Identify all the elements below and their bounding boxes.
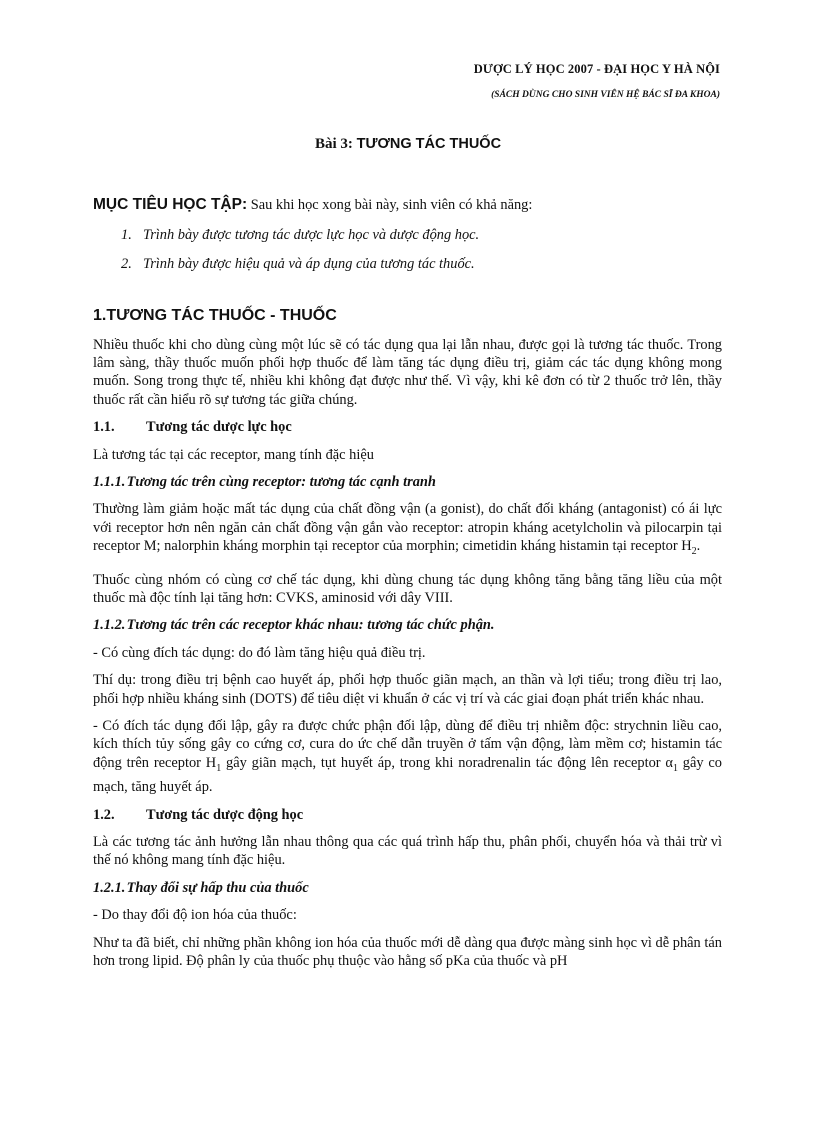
section-1-1-2-para-1: - Có cùng đích tác dụng: do đó làm tăng hiệu quả điều trị. [93, 644, 426, 661]
section-1-1-text: Là tương tác tại các receptor, mang tính đặc hiệu [93, 446, 374, 463]
header-title: DƯỢC LÝ HỌC 2007 - ĐẠI HỌC Y HÀ NỘI [473, 62, 720, 76]
para-text: - Có đích tác dụng đối lập, gây ra được chức phận đối lập, dùng để điều trị nhiễm độc: strychnin liều cao, kích thích tủy sống gây co cứng cơ, cura do ức chế dẫn truyền ở tấm vận động, làm mềm cơ; histamin tác động trên receptor H [93, 718, 722, 771]
objectives-list [93, 226, 722, 273]
section-1-2-heading [93, 806, 722, 824]
heading-text: Tương tác trên cùng receptor: tương tác cạnh tranh [126, 474, 436, 491]
heading-text: Tương tác dược lực học [146, 419, 292, 436]
para-end: . [696, 538, 701, 555]
section-1-1-2-para-3 [93, 717, 722, 797]
list-item-number: 2. [121, 255, 132, 272]
para-text: gây co mạch, tăng huyết áp. [93, 754, 722, 796]
document-body [93, 196, 722, 979]
lesson-title [0, 136, 816, 153]
objectives-intro: Sau khi học xong bài này, sinh viên có khả năng: [247, 197, 533, 213]
heading-number: 1.1. [93, 419, 115, 436]
lesson-name: TƯƠNG TÁC THUỐC [356, 136, 502, 152]
section-1-2-1-heading [93, 879, 722, 897]
objectives [93, 196, 722, 214]
header-subtitle: (SÁCH DÙNG CHO SINH VIÊN HỆ BÁC SĨ ĐA KHOA) [491, 90, 720, 100]
section-1-2-1-para-2: Như ta đã biết, chỉ những phần không ion hóa của thuốc mới dễ dàng qua được màng sinh học vì dễ phân tán hơn trong lipid. Độ phân ly của thuốc phụ thuộc vào hằng số pKa của thuốc và pH [93, 934, 722, 969]
list-item-text: Trình bày được hiệu quả và áp dụng của tương tác thuốc. [143, 255, 475, 272]
section-1-heading: 1.TƯƠNG TÁC THUỐC - THUỐC [93, 307, 337, 325]
section-1-1-2-para-2: Thí dụ: trong điều trị bệnh cao huyết áp, phối hợp thuốc giãn mạch, an thần và lợi tiểu; trong điều trị lao, phối hợp nhiều kháng sinh (DOTS) để tiêu diệt vi khuẩn ở các vị trí và các giai đoạn phát triển khác nhau. [93, 672, 722, 707]
lesson-prefix: Bài 3: [314, 136, 357, 152]
subscript: 1 [672, 762, 678, 774]
heading-text: Tương tác trên các receptor khác nhau: tương tác chức phận. [126, 617, 495, 634]
subscript: 1 [216, 762, 222, 774]
objectives-heading: MỤC TIÊU HỌC TẬP: [93, 196, 248, 213]
section-1-2-1-para-1: - Do thay đổi độ ion hóa của thuốc: [93, 907, 297, 924]
heading-number: 1.1.2. [93, 617, 126, 634]
para-text: gây giãn mạch, tụt huyết áp, trong khi noradrenalin tác động lên receptor α [221, 754, 673, 771]
list-item [121, 226, 722, 244]
list-item-number: 1. [121, 227, 132, 244]
subscript: 2 [691, 546, 697, 558]
section-1-1-1-para-1 [93, 500, 722, 561]
list-item [121, 255, 722, 273]
heading-text: Thay đổi sự hấp thu của thuốc [126, 879, 309, 896]
section-1-intro: Nhiều thuốc khi cho dùng cùng một lúc sẽ có tác dụng qua lại lẫn nhau, được gọi là tương tác thuốc. Trong lâm sàng, thầy thuốc muốn phối hợp thuốc để làm tăng tác dụng điều trị, giảm các tác dụng không mong muốn. Song trong thực tế, nhiều khi không đạt được như thế. Vì vậy, khi kê đơn có từ 2 thuốc trở lên, thầy thuốc rất cần hiểu rõ sự tương tác giữa chúng. [93, 336, 722, 408]
heading-number: 1.2. [93, 806, 115, 823]
heading-number: 1.2.1. [93, 879, 126, 896]
section-1-1-1-para-2: Thuốc cùng nhóm có cùng cơ chế tác dụng, khi dùng chung tác dụng không tăng bằng tăng liều của một thuốc mà độc tính lại tăng hơn: CVKS, aminosid với dây VIII. [93, 571, 722, 606]
section-1-1-1-heading [93, 473, 722, 491]
section-1-1-2-heading [93, 616, 722, 634]
section-1-2-text: Là các tương tác ảnh hưởng lẫn nhau thông qua các quá trình hấp thu, phân phối, chuyển hóa và thải trừ vì thế nó không mang tính đặc hiệu. [93, 833, 722, 869]
section-1-1-heading [93, 418, 722, 436]
para-text: Thường làm giảm hoặc mất tác dụng của chất đồng vận (a gonist), do chất đối kháng (antagonist) có ái lực với receptor hơn nên ngăn cản chất đồng vận gắn vào receptor: atropin kháng acetylcholin và pilocarpin tại receptor M; nalorphin kháng morphin tại receptor của morphin; cimetidin kháng histamin tại receptor H [93, 501, 722, 555]
heading-text: Tương tác dược động học [146, 806, 304, 823]
heading-number: 1.1.1. [93, 474, 126, 491]
list-item-text: Trình bày được tương tác dược lực học và dược động học. [143, 227, 480, 244]
